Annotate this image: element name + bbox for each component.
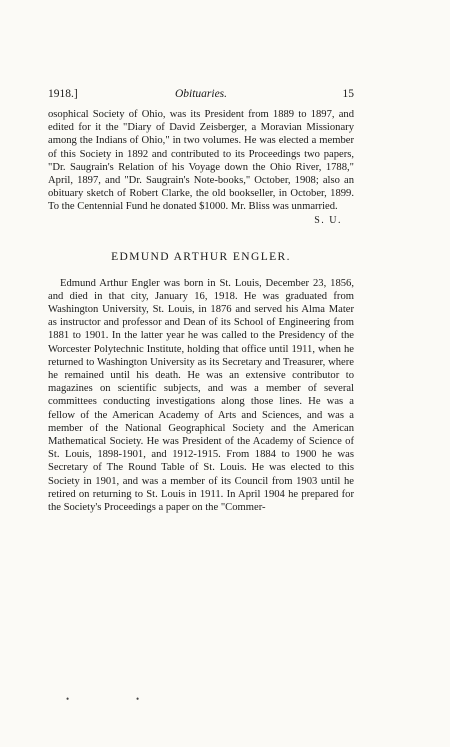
obituary-body: Edmund Arthur Engler was born in St. Louis, December 23, 1856, and died in that city, January 16, 1918. He was graduated from Washington University, St. Louis, in 1876 and served his Alma Mater as instructor and professor and Dean of its School of Engineering from 1881 to 1901. In the latter year he was called to the Presidency of the Worcester Polytechnic Institute, holding that office until 1911, when he returned to Washington University as its Secretary and Treasurer, where he remained until his death. He was an extensive contributor to magazines on scientific subjects, and was a member of several committees conducting investigations along those lines. He was a fellow of the American Academy of Arts and Sciences, and was a member of the National Geographical Society and the American Mathematical Society. He was President of the Academy of Science of St. Louis, 1898-1901, and 1912-1915. From 1884 to 1900 he was Secretary of The Round Table of St. Louis. He was elected to this Society in 1901, and was a member of its Council from 1903 until he retired on returning to St. Louis in 1911. In April 1904 he prepared for the Society's Proceedings a paper on the "Commer- bbox=[48, 277, 354, 514]
margin-mark: • bbox=[136, 694, 140, 704]
margin-mark: • bbox=[66, 694, 70, 704]
running-head bbox=[48, 88, 354, 106]
continuation-paragraph: osophical Society of Ohio, was its President from 1889 to 1897, and edited for it the "Diary of David Zeisberger, a Moravian Missionary among the Indians of Ohio," in two volumes. He was elected a member of this Society in 1892 and contributed to its Proceedings two papers, "Dr. Saugrain's Relation of his Voyage down the Ohio River, 1788," April, 1897, and "Dr. Saugrain's Note-books," October, 1908; also an obituary sketch of Robert Clarke, the old bookseller, in October, 1899. To the Centennial Fund he donated $1000. Mr. Bliss was unmarried. bbox=[48, 109, 354, 213]
author-signature: S. U. bbox=[314, 214, 342, 226]
obituary-heading: EDMUND ARTHUR ENGLER. bbox=[111, 250, 291, 263]
running-head-title: Obituaries. bbox=[174, 88, 228, 100]
running-head-year: 1918.] bbox=[48, 88, 78, 100]
page-number: 15 bbox=[342, 88, 354, 100]
page bbox=[48, 88, 354, 514]
